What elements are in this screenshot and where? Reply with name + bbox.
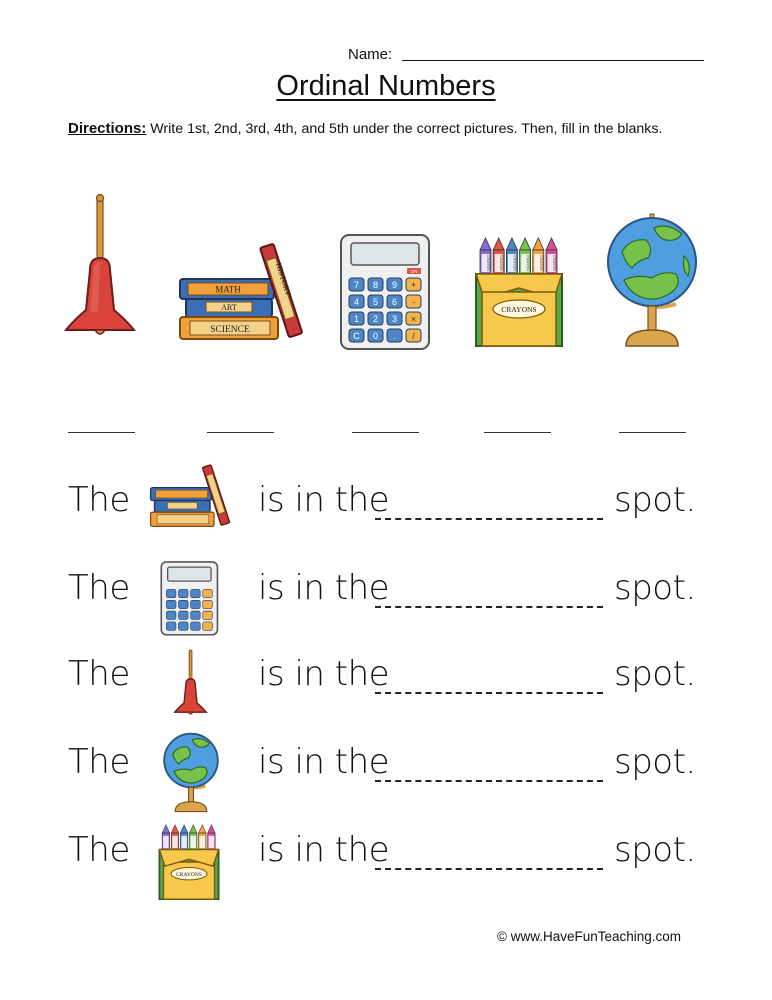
crayon-label: CRAYON bbox=[525, 255, 530, 271]
calc-key bbox=[191, 611, 201, 619]
sentence-middle: is in the bbox=[258, 568, 390, 608]
books-icon bbox=[148, 462, 236, 535]
bell-icon bbox=[60, 192, 142, 347]
name-label: Name: bbox=[348, 46, 393, 63]
directions-text: Write 1st, 2nd, 3rd, 4th, and 5th under the correct pictures. Then, fill in the blanks. bbox=[146, 121, 663, 137]
calc-key-label: 3 bbox=[391, 314, 398, 324]
calculator-icon bbox=[339, 233, 433, 358]
sentence-the: The bbox=[68, 654, 130, 694]
sentence-the: The bbox=[68, 742, 130, 782]
bell-icon bbox=[172, 648, 210, 723]
fill-blank-1[interactable] bbox=[375, 518, 603, 520]
sentence-middle: is in the bbox=[258, 480, 390, 520]
calc-key-label: 7 bbox=[353, 280, 360, 290]
crayon-label: CRAYON bbox=[512, 255, 517, 271]
crayon-tip bbox=[506, 238, 517, 250]
calc-key bbox=[191, 600, 201, 608]
crayon-wrapper bbox=[190, 836, 196, 848]
calc-key-label: C bbox=[353, 331, 360, 341]
book-label-art: ART bbox=[221, 303, 237, 312]
crayon-label: CRAYON bbox=[499, 255, 504, 271]
crayon-tip bbox=[520, 238, 531, 250]
crayon-wrapper bbox=[209, 836, 215, 848]
answer-line-1[interactable] bbox=[68, 432, 135, 433]
calculator-icon bbox=[160, 560, 220, 643]
calc-key-label: . bbox=[393, 331, 396, 341]
crayon-wrapper bbox=[163, 836, 169, 848]
calc-key-label: 1 bbox=[353, 314, 360, 324]
crayon-label: CRAYON bbox=[538, 255, 543, 271]
book-label-math: MATH bbox=[215, 284, 241, 295]
calc-key-label: - bbox=[412, 297, 415, 307]
sentence-row-4 bbox=[68, 732, 708, 802]
sentence-middle: is in the bbox=[258, 830, 390, 870]
sentence-middle: is in the bbox=[258, 654, 390, 694]
directions-label: Directions: bbox=[68, 120, 147, 137]
fill-blank-3[interactable] bbox=[375, 692, 603, 694]
sentence-row-3 bbox=[68, 644, 708, 714]
crayon-wrapper bbox=[181, 836, 187, 848]
crayon-tip bbox=[480, 238, 491, 250]
crayons-icon bbox=[158, 822, 220, 907]
crayon-wrapper bbox=[172, 836, 178, 848]
book-label-history: HISTORY bbox=[273, 261, 293, 297]
answer-line-3[interactable] bbox=[352, 432, 419, 433]
sentence-row-1 bbox=[68, 470, 708, 540]
calc-key bbox=[203, 611, 213, 619]
crayon-tip bbox=[189, 825, 197, 833]
sentence-row-5 bbox=[68, 820, 708, 890]
answer-line-4[interactable] bbox=[484, 432, 551, 433]
calc-key-label: 2 bbox=[372, 314, 379, 324]
sentence-row-2 bbox=[68, 558, 708, 628]
calc-key bbox=[179, 589, 189, 597]
calc-key bbox=[166, 600, 176, 608]
sentence-end: spot. bbox=[614, 480, 696, 520]
crayon-tip bbox=[208, 825, 216, 833]
answer-line-5[interactable] bbox=[619, 432, 686, 433]
calc-brand: ON bbox=[410, 269, 418, 274]
footer-copyright: © www.HaveFunTeaching.com bbox=[497, 929, 682, 944]
calc-key-label: × bbox=[410, 314, 417, 324]
sentence-the: The bbox=[68, 568, 130, 608]
calc-key-label: + bbox=[410, 280, 417, 290]
calc-key-label: 6 bbox=[391, 297, 398, 307]
crayon-tip bbox=[546, 238, 557, 250]
answer-line-2[interactable] bbox=[207, 432, 274, 433]
calc-key bbox=[203, 622, 213, 630]
crayon-tip bbox=[180, 825, 188, 833]
fill-blank-2[interactable] bbox=[375, 606, 603, 608]
calc-key bbox=[191, 589, 201, 597]
fill-blank-5[interactable] bbox=[375, 868, 603, 870]
page-title: Ordinal Numbers bbox=[276, 70, 496, 102]
crayons-icon bbox=[474, 236, 564, 353]
crayon-label: CRAYON bbox=[552, 255, 556, 271]
calc-key bbox=[166, 589, 176, 597]
calc-key-label: 5 bbox=[372, 297, 379, 307]
name-input-line[interactable] bbox=[402, 60, 704, 61]
calc-key bbox=[203, 589, 213, 597]
fill-blank-4[interactable] bbox=[375, 780, 603, 782]
crayon-tip bbox=[493, 238, 504, 250]
calc-key bbox=[203, 600, 213, 608]
calc-key-label: 9 bbox=[391, 280, 398, 290]
calc-key bbox=[166, 611, 176, 619]
calc-key bbox=[191, 622, 201, 630]
calc-key-label: / bbox=[412, 331, 415, 341]
sentence-end: spot. bbox=[614, 568, 696, 608]
calc-key bbox=[179, 622, 189, 630]
crayon-tip bbox=[171, 825, 179, 833]
calc-key-label: 8 bbox=[372, 280, 379, 290]
book-label-science: SCIENCE bbox=[210, 325, 250, 335]
crayon-tip bbox=[533, 238, 544, 250]
crayons-box-label: CRAYONS bbox=[501, 305, 537, 314]
calc-key bbox=[179, 611, 189, 619]
crayon-label: CRAYON bbox=[486, 255, 490, 271]
crayon-tip bbox=[162, 825, 170, 833]
calc-key-label: 4 bbox=[353, 297, 360, 307]
directions bbox=[68, 120, 708, 138]
globe-icon bbox=[160, 730, 222, 819]
sentence-the: The bbox=[68, 830, 130, 870]
globe-icon bbox=[602, 212, 702, 355]
crayon-tip bbox=[199, 825, 207, 833]
crayon-wrapper bbox=[200, 836, 206, 848]
sentence-middle: is in the bbox=[258, 742, 390, 782]
sentence-end: spot. bbox=[614, 742, 696, 782]
calc-key bbox=[179, 600, 189, 608]
sentence-end: spot. bbox=[614, 830, 696, 870]
calc-key-label: 0 bbox=[372, 331, 379, 341]
sentence-end: spot. bbox=[614, 654, 696, 694]
crayons-box-label-small: CRAYONS bbox=[176, 871, 202, 878]
sentence-the: The bbox=[68, 480, 130, 520]
calc-key bbox=[166, 622, 176, 630]
books-icon bbox=[176, 240, 312, 349]
